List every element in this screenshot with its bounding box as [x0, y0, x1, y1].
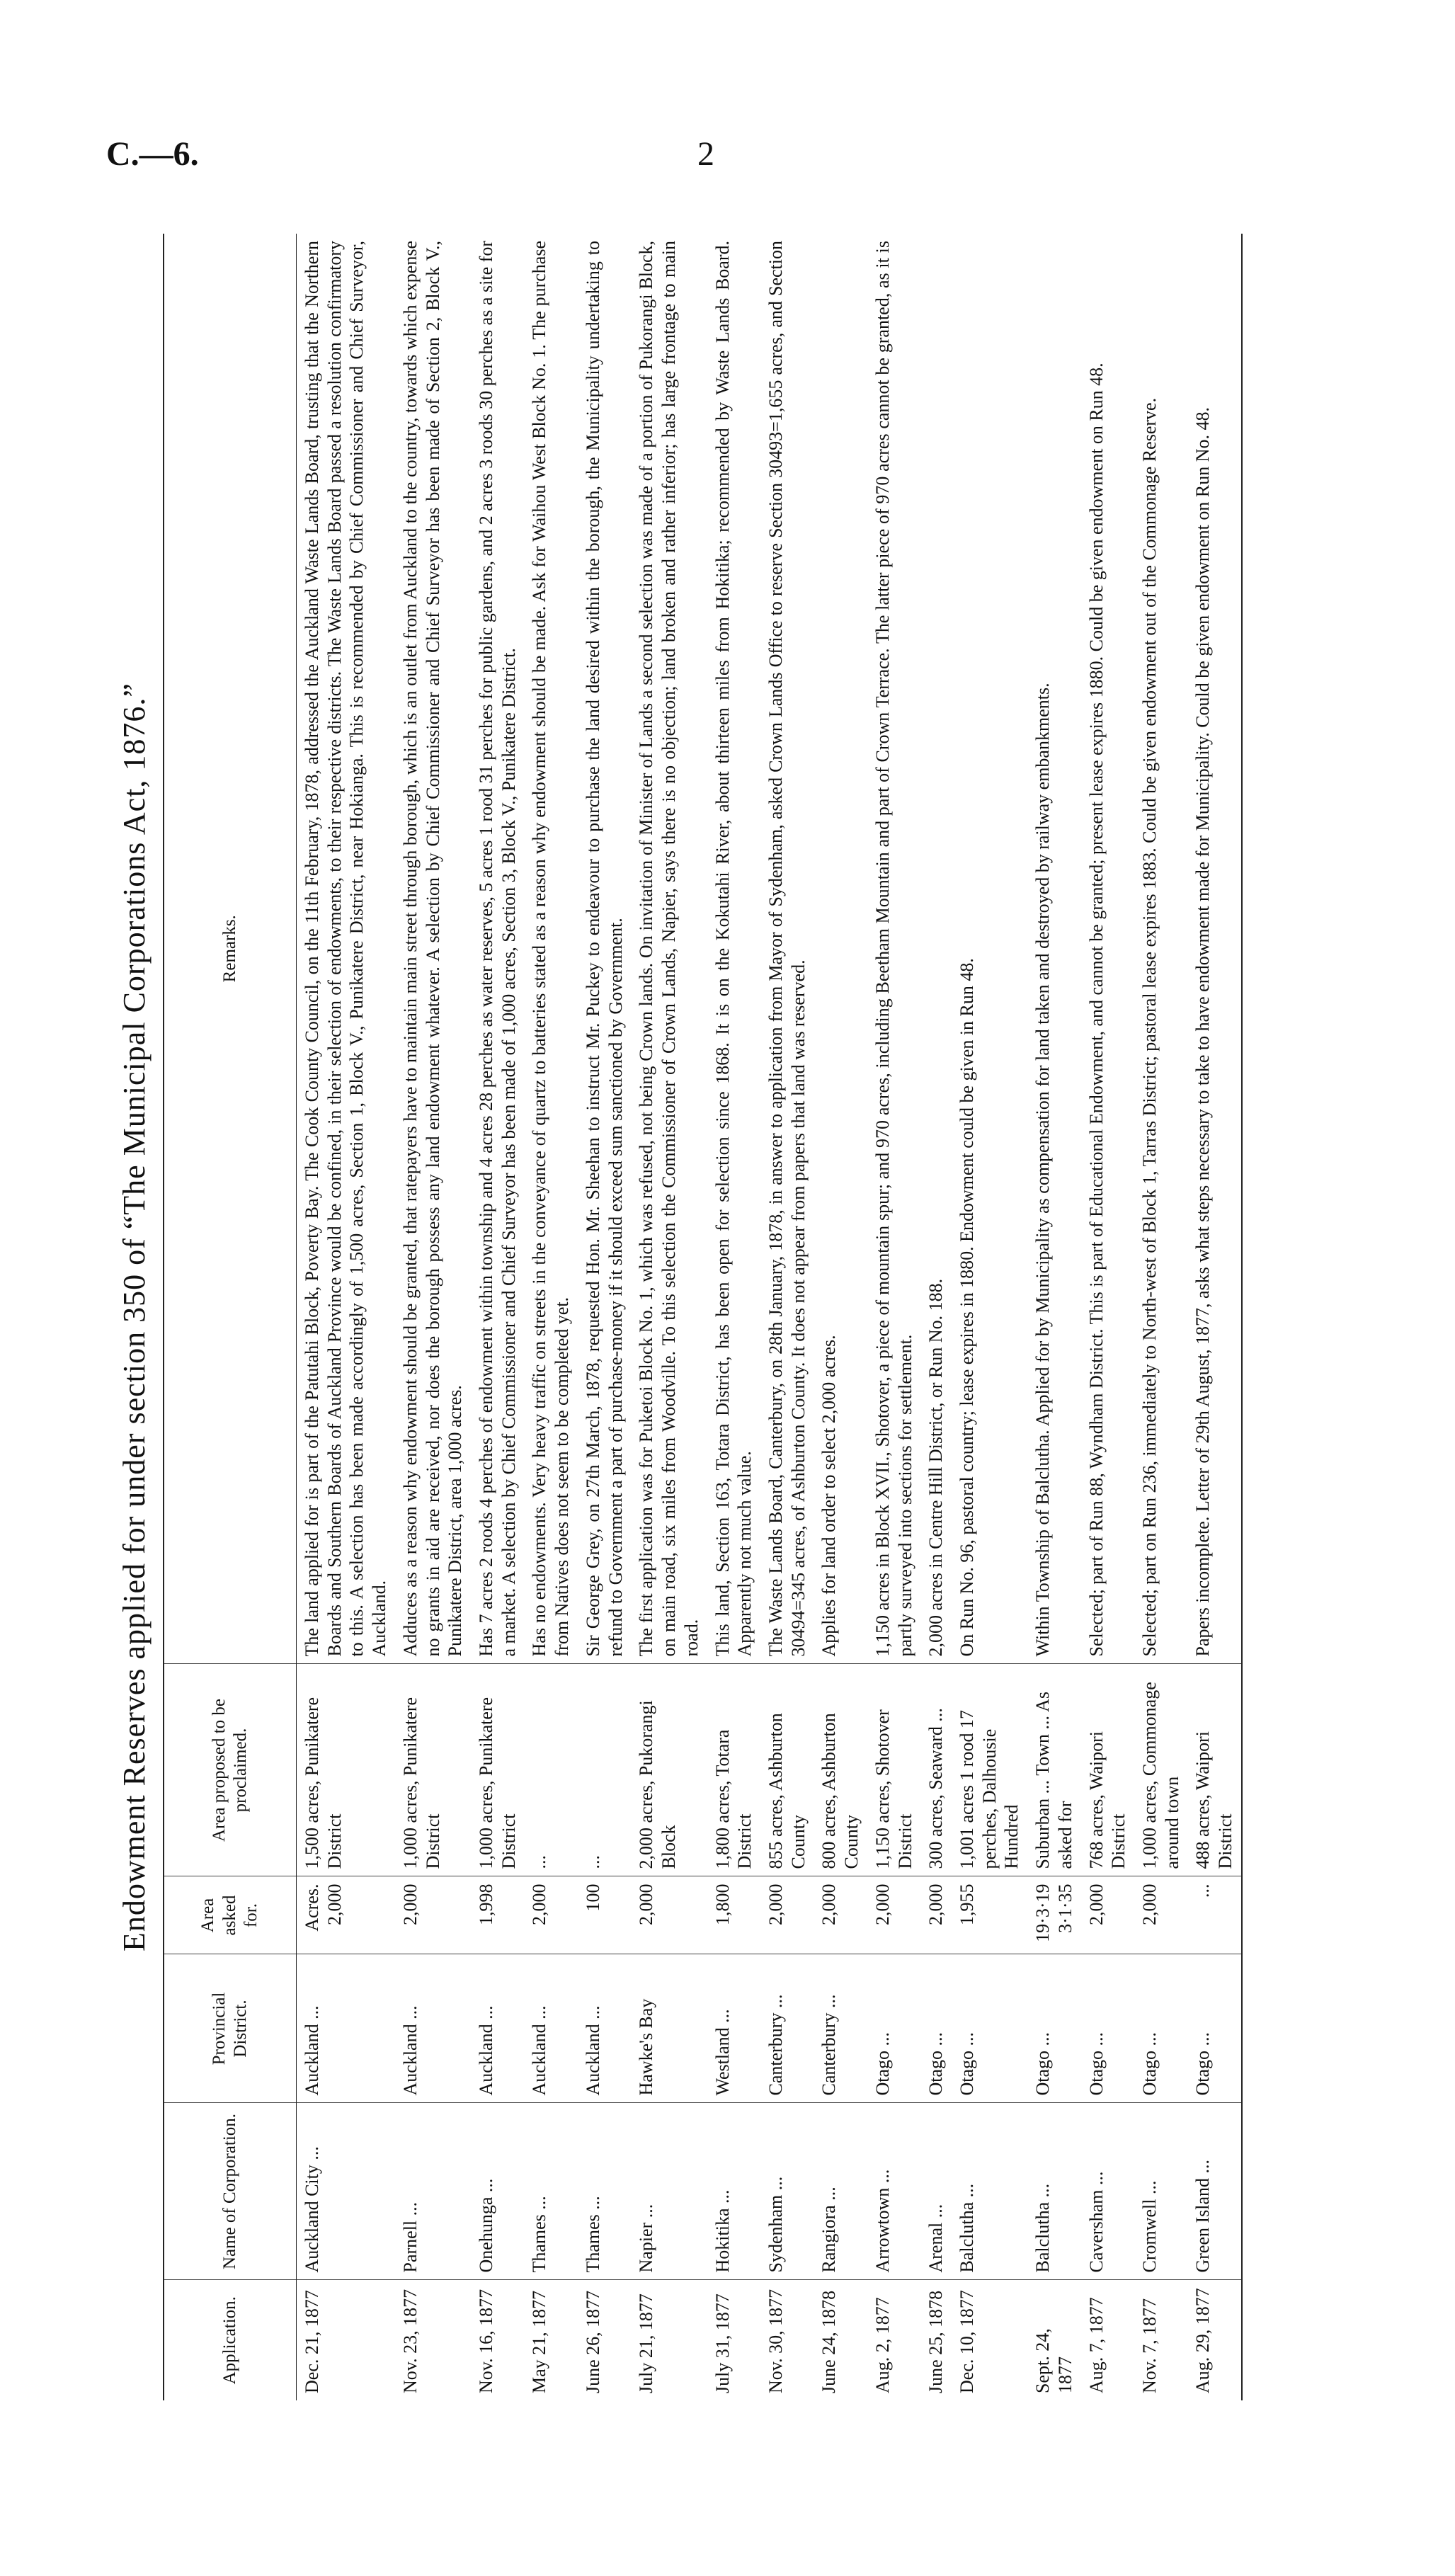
cell-application: Aug. 7, 1877 — [1081, 2280, 1134, 2400]
cell-district: Otago ... — [1134, 1954, 1187, 2103]
cell-remarks: The Waste Lands Board, Canterbury, on 28th January, 1878, in answer to application from Mayor of Sydenham, asked Crown Lands Office to reserve Section 30493=1,655 acres, and Section 30494=345 acres, of Ashburton County. It does not appear from papers that land was reserved. — [765, 241, 809, 1657]
cell-district: Canterbury ... — [814, 1954, 867, 2103]
table-row — [952, 234, 1027, 2400]
cell-name: Balclutha ... — [952, 2103, 1027, 2280]
cell-area: 100 — [578, 1876, 631, 1954]
cell-area: 2,000 — [524, 1876, 577, 1954]
column-header-application: Application. — [164, 2280, 297, 2400]
cell-remarks: Papers incomplete. Letter of 29th August, 1877, asks what steps necessary to take to have endowment made for Municipality. Could be given endowment on Run No. 48. — [1187, 234, 1241, 1664]
cell-application: Nov. 30, 1877 — [760, 2280, 814, 2400]
cell-remarks: Within Township of Balclutha. Applied for by Municipality as compensation for land taken and destroyed by railway embankments. — [1032, 683, 1054, 1657]
cell-area: ... — [1187, 1876, 1241, 1954]
cell-area: 2,000 — [920, 1876, 952, 1954]
table-row — [1187, 234, 1241, 2400]
cell-name: Onehunga ... — [471, 2103, 524, 2280]
cell-application: Nov. 7, 1877 — [1134, 2280, 1187, 2400]
cell-area: 1,800 — [707, 1876, 760, 1954]
cell-name: Rangiora ... — [814, 2103, 867, 2280]
table-row — [814, 234, 867, 2400]
cell-district: Hawke's Bay — [631, 1954, 707, 2103]
cell-name: Green Island ... — [1187, 2103, 1241, 2280]
cell-area: 2,000 — [1081, 1876, 1134, 1954]
cell-proposed: 1,001 acres 1 rood 17 perches, Dalhousie Hundred — [952, 1664, 1027, 1876]
cell-proposed: 1,000 acres, Commonage around town — [1134, 1664, 1187, 1876]
cell-name: Thames ... — [524, 2103, 577, 2280]
cell-proposed: 300 acres, Seaward ... — [920, 1664, 952, 1876]
page-reference: C.—6. — [106, 135, 199, 173]
cell-district: Auckland ... — [297, 1954, 395, 2103]
cell-area: 1,955 — [952, 1876, 1027, 1954]
cell-application: Aug. 29, 1877 — [1187, 2280, 1241, 2400]
cell-remarks: This land, Section 163, Totara District, has been open for selection since 1868. It is on the Kokutahi River, about thirteen miles from Hokitika; recommended by Waste Lands Board. Apparently not much value. — [712, 241, 755, 1657]
table-row — [524, 234, 577, 2400]
cell-district: Auckland ... — [471, 1954, 524, 2103]
cell-proposed: 1,000 acres, Punikatere District — [395, 1664, 471, 1876]
column-header-proposed: Area proposed to be proclaimed. — [164, 1664, 297, 1876]
cell-application: June 24, 1878 — [814, 2280, 867, 2400]
cell-area: Acres. 2,000 — [297, 1876, 395, 1954]
cell-remarks: 1,150 acres in Block XVII., Shotover, a piece of mountain spur; and 970 acres, including Beetham Mountain and part of Crown Terrace. The latter piece of 970 acres cannot be granted, as it is partly surveyed into sections for settlement. — [872, 241, 915, 1657]
cell-district: Otago ... — [1187, 1954, 1241, 2103]
cell-application: Nov. 23, 1877 — [395, 2280, 471, 2400]
cell-district: Otago ... — [867, 1954, 920, 2103]
cell-remarks: The first application was for Puketoi Block No. 1, which was refused, not being Crown lands. On invitation of Minister of Lands a second selection was made of a portion of Pukorangi Block, on main road, six miles from Woodville. To this selection the Commissioner of Crown Lands, Napier, says there is no objection; land broken and rather inferior; has large frontage to main road. — [636, 241, 702, 1657]
cell-area: 19·3·19 3·1·35 — [1027, 1876, 1080, 1954]
cell-area: 2,000 — [1134, 1876, 1187, 1954]
cell-remarks: 2,000 acres in Centre Hill District, or Run No. 188. — [925, 1278, 947, 1657]
cell-proposed: 800 acres, Ashburton County — [814, 1664, 867, 1876]
cell-name: Balclutha ... — [1027, 2103, 1080, 2280]
column-header-name: Name of Corporation. — [164, 2103, 297, 2280]
table-row — [395, 234, 471, 2400]
cell-remarks: Has 7 acres 2 roods 4 perches of endowment within township and 4 acres 28 perches as water reserves, 5 acres 1 rood 31 perches for public gardens, and 2 acres 3 roods 30 perches as a site for a market. A selection by Chief Commissioner and Chief Surveyor has been made of 1,000 acres, Section 3, Block V., Punikatere District. — [476, 241, 519, 1657]
cell-district: Otago ... — [952, 1954, 1027, 2103]
cell-area: 2,000 — [395, 1876, 471, 1954]
table-row — [471, 234, 524, 2400]
cell-name: Arrowtown ... — [867, 2103, 920, 2280]
cell-area: 2,000 — [631, 1876, 707, 1954]
cell-district: Auckland ... — [524, 1954, 577, 2103]
table-row — [760, 234, 814, 2400]
cell-application: Aug. 2, 1877 — [867, 2280, 920, 2400]
cell-proposed: Suburban ... Town ... As asked for — [1027, 1664, 1080, 1876]
cell-district: Otago ... — [1027, 1954, 1080, 2103]
cell-remarks: Applies for land order to select 2,000 acres. — [818, 1335, 840, 1657]
cell-district: Westland ... — [707, 1954, 760, 2103]
cell-proposed: 768 acres, Waipori District — [1081, 1664, 1134, 1876]
table-row — [1027, 234, 1080, 2400]
table-header-row — [164, 234, 297, 2400]
cell-remarks: On Run No. 96, pastoral country; lease expires in 1880. Endowment could be given in Run 48. — [956, 958, 977, 1657]
cell-application: July 31, 1877 — [707, 2280, 760, 2400]
cell-name: Hokitika ... — [707, 2103, 760, 2280]
column-header-remarks: Remarks. — [164, 234, 297, 1664]
table-row — [631, 234, 707, 2400]
table-row — [867, 234, 920, 2400]
cell-name: Arenal ... — [920, 2103, 952, 2280]
cell-area: 2,000 — [760, 1876, 814, 1954]
rotated-table-block — [106, 234, 1338, 2400]
cell-remarks: Selected; part of Run 88, Wyndham District. This is part of Educational Endowment, and cannot be granted; present lease expires 1880. Could be given endowment on Run 48. — [1085, 363, 1107, 1657]
cell-area: 2,000 — [867, 1876, 920, 1954]
table-title: Endowment Reserves applied for under section 350 of “The Municipal Corporations Act, 1876.” — [117, 683, 152, 1951]
cell-proposed: 1,500 acres, Punikatere District — [297, 1664, 395, 1876]
cell-proposed: ... — [578, 1664, 631, 1876]
cell-name: Caversham ... — [1081, 2103, 1134, 2280]
cell-application: June 25, 1878 — [920, 2280, 952, 2400]
cell-district: Auckland ... — [578, 1954, 631, 2103]
cell-name: Cromwell ... — [1134, 2103, 1187, 2280]
endowment-reserves-table — [163, 234, 1243, 2400]
cell-district: Otago ... — [920, 1954, 952, 2103]
table-row — [578, 234, 631, 2400]
cell-name: Sydenham ... — [760, 2103, 814, 2280]
cell-remarks: Has no endowments. Very heavy traffic on streets in the conveyance of quartz to batteries stated as a reason why endowment should be made. Ask for Waihou West Block No. 1. The purchase from Natives does not seem to be completed yet. — [529, 241, 573, 1657]
cell-proposed: 488 acres, Waipori District — [1187, 1664, 1241, 1876]
cell-application: Dec. 21, 1877 — [297, 2280, 395, 2400]
cell-remarks: Adduces as a reason why endowment should be granted, that ratepayers have to maintain main street through borough, which is an outlet from Auckland to the country, towards which expense no grants in aid are received, nor does the borough possess any land endowment whatever. A selection by Chief Commissioner and Chief Surveyor has been made of Section 2, Block V., Punikatere District, area 1,000 acres. — [399, 241, 466, 1657]
table-row — [920, 234, 952, 2400]
column-header-area: Area asked for. — [164, 1876, 297, 1954]
cell-area: 1,998 — [471, 1876, 524, 1954]
cell-application: May 21, 1877 — [524, 2280, 577, 2400]
table-row — [1134, 234, 1187, 2400]
cell-proposed: 1,150 acres, Shotover District — [867, 1664, 920, 1876]
cell-application: June 26, 1877 — [578, 2280, 631, 2400]
cell-proposed: 855 acres, Ashburton County — [760, 1664, 814, 1876]
cell-district: Canterbury ... — [760, 1954, 814, 2103]
table-row — [1081, 234, 1134, 2400]
cell-name: Napier ... — [631, 2103, 707, 2280]
cell-proposed: 1,800 acres, Totara District — [707, 1664, 760, 1876]
cell-remarks: Selected; part on Run 236, immediately to North-west of Block 1, Tarras District; pastoral lease expires 1883. Could be given endowment out of the Commonage Reserve. — [1139, 397, 1160, 1657]
table-row — [297, 234, 395, 2400]
cell-proposed: 2,000 acres, Pukorangi Block — [631, 1664, 707, 1876]
page-number: 2 — [697, 135, 714, 173]
cell-proposed: 1,000 acres, Punikatere District — [471, 1664, 524, 1876]
cell-application: Dec. 10, 1877 — [952, 2280, 1027, 2400]
cell-district: Otago ... — [1081, 1954, 1134, 2103]
cell-name: Thames ... — [578, 2103, 631, 2280]
cell-name: Auckland City ... — [297, 2103, 395, 2280]
cell-application: July 21, 1877 — [631, 2280, 707, 2400]
cell-area: 2,000 — [814, 1876, 867, 1954]
cell-application: Nov. 16, 1877 — [471, 2280, 524, 2400]
table-row — [707, 234, 760, 2400]
cell-remarks: Sir George Grey, on 27th March, 1878, requested Hon. Mr. Sheehan to instruct Mr. Puckey to endeavour to purchase the land desired within the borough, the Municipality undertaking to refund to Government a part of purchase-money if it should exceed sum sanctioned by Government. — [582, 241, 626, 1657]
cell-application: Sept. 24, 1877 — [1027, 2280, 1080, 2400]
column-header-district: Provincial District. — [164, 1954, 297, 2103]
cell-remarks: The land applied for is part of the Patutahi Block, Poverty Bay. The Cook County Council, on the 11th February, 1878, addressed the Auckland Waste Lands Board, trusting that the Northern Boards and Southern Boards of Auckland Province would be confined, in their selection of endowments, to their respective districts. The Waste Lands Board passed a resolution confirmatory to this. A selection has been made accordingly of 1,500 acres, Section 1, Block V., Punikatere District, near Hokianga. This is recommended by Chief Commissioner and Chief Surveyor, Auckland. — [302, 241, 390, 1657]
cell-district: Auckland ... — [395, 1954, 471, 2103]
cell-proposed: ... — [524, 1664, 577, 1876]
cell-name: Parnell ... — [395, 2103, 471, 2280]
